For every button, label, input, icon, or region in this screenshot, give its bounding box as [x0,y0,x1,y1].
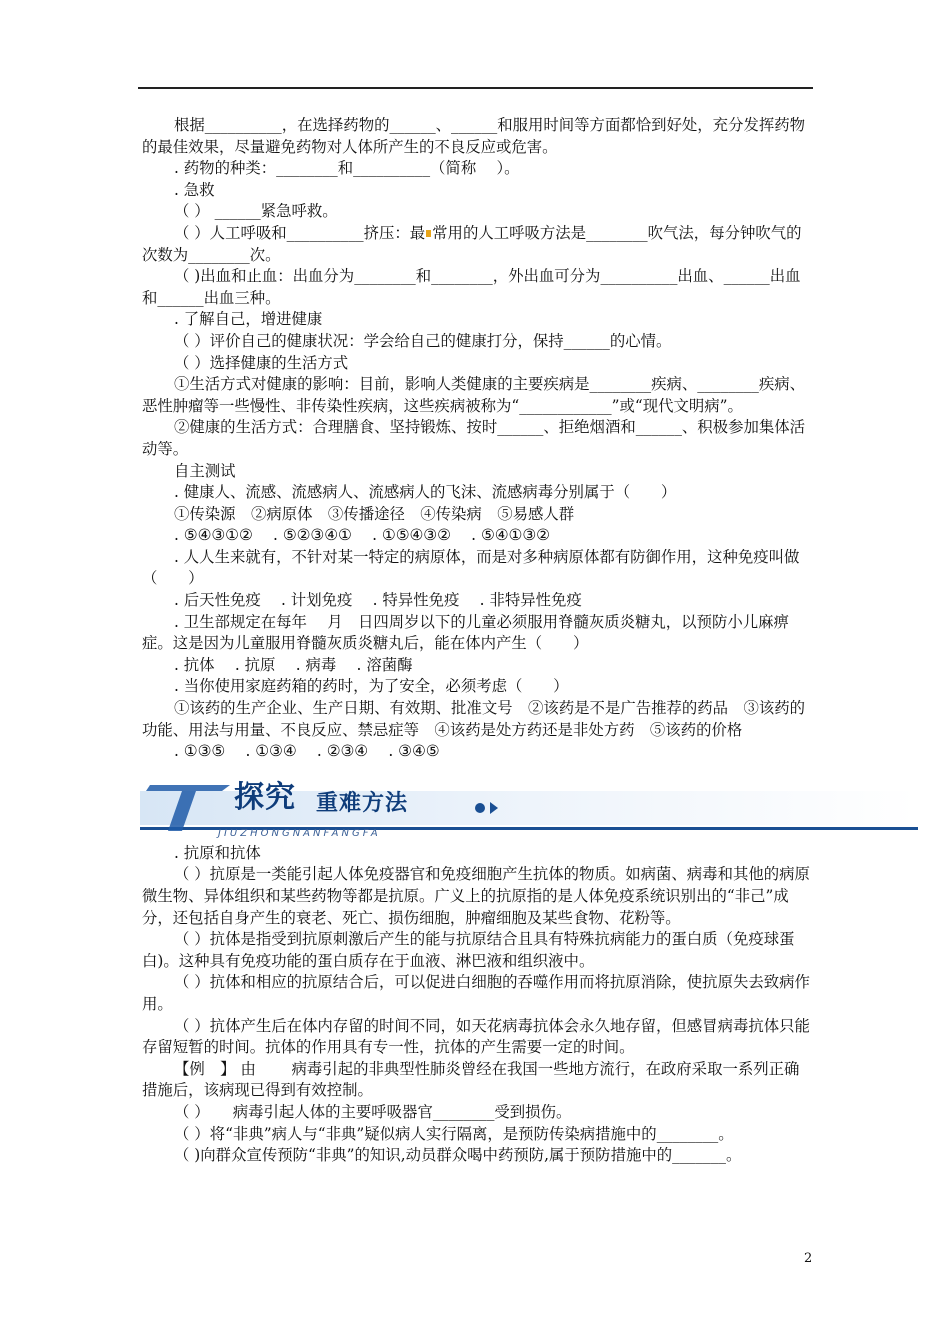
question-1-options: . ⑤④③①② . ⑤②③④① . ①⑤④③② . ⑤④①③② [174,526,550,545]
para-antibody-binding: （ ）抗体和相应的抗原结合后，可以促进白细胞的吞噬作用而将抗原消除，使抗原失去致病作用。 [142,973,810,1013]
heading-know-yourself: . 了解自己，增进健康 [174,310,323,329]
text-fragment: （ ）人工呼吸和__________挤压：最 [174,223,426,242]
para-antibody-duration: （ ）抗体产生后在体内存留的时间不同，如天花病毒抗体会永久地存留，但感冒病毒抗体只能存留短暂的时间。抗体的作用具有专一性，抗体的产生需要一定的时间。 [142,1016,810,1057]
para-drug-use: 根据__________，在选择药物的______、______和服用时间等方面都恰到好处，充分发挥药物的最佳效果，尽量避免药物对人体所产生的不良反应或危害。 [142,116,806,156]
header-rule [138,87,813,89]
question-2-options: . 后天性免疫 . 计划免疫 . 特异性免疫 . 非特异性免疫 [174,591,582,610]
item-evaluate-health: （ ）评价自己的健康状况：学会给自己的健康打分，保持______的心情。 [174,331,672,350]
question-3: . 卫生部规定在每年 月 日四周岁以下的儿童必须服用脊髓灰质炎糖丸，以预防小儿麻痹症。这是因为儿童服用脊髓灰质炎糖丸后，能在体内产生（ ） [142,612,789,653]
question-4-options: . ①③⑤ . ①③④ . ②③④ . ③④⑤ [174,742,440,761]
item-drug-types: . 药物的种类：________和__________（简称 ）。 [174,159,520,178]
example-sars: 【例 】 由 病毒引起的非典型性肺炎曾经在我国一些地方流行，在政府采取一系列正确措施后，该病现已得到有效控制。 [142,1059,800,1100]
item-lifestyle: （ ）选择健康的生活方式 [174,353,349,372]
question-4: . 当你使用家庭药箱的药时，为了安全，必须考虑（ ） [174,677,569,696]
banner-pinyin: JIUZHONGNANFANGFA [218,827,381,839]
example-q2: （ ）将“非典”病人与“非典”疑似病人实行隔离，是预防传染病措施中的________。 [174,1124,734,1143]
example-q3: （ )向群众宣传预防“非典”的知识,动员群众喝中药预防,属于预防措施中的_______。 [174,1146,742,1165]
item-bleeding: （ )出血和止血：出血分为________和________，外出血可分为__________出血、______出血和______出血三种。 [142,267,801,307]
heading-first-aid: . 急救 [174,180,215,199]
question-1: . 健康人、流感、流感病人、流感病人的飞沫、流感病毒分别属于（ ） [174,483,677,502]
para-antigen: （ ）抗原是一类能引起人体免疫器官和免疫细胞产生抗体的物质。如病菌、病毒和其他的病原微生物、异体组织和某些药物等都是抗原。广义上的抗原指的是人体免疫系统识别出的“非己”成分，还包括自身产生的衰老、死亡、损伤细胞，肿瘤细胞及某些食物、花粉等。 [142,865,810,927]
highlight-marker [426,230,431,237]
page-number: 2 [804,1251,813,1266]
text-fragment: 常用的人工呼吸方法是________吹气法，每分钟吹气的次数为________次。 [142,223,802,264]
question-2: . 人人生来就有，不针对某一特定的病原体，而是对多种病原体都有防御作用，这种免疫叫做（ ） [142,547,800,588]
section-banner [110,777,918,843]
item-emergency-call: （ ） ______紧急呼救。 [174,202,338,221]
question-3-options: . 抗体 . 抗原 . 病毒 . 溶菌酶 [174,655,413,674]
para-healthy-lifestyle: ②健康的生活方式：合理膳食、坚持锻炼、按时______、拒绝烟酒和______、积极参加集体活动等。 [142,418,806,458]
question-4-terms: ①该药的生产企业、生产日期、有效期、批准文号 ②该药是不是广告推荐的药品 ③该药的功能、用法与用量、不良反应、禁忌症等 ④该药是处方药还是非处方药 ⑤该药的价格 [142,699,806,739]
item-artificial-respiration [142,223,812,266]
para-lifestyle-impact: ①生活方式对健康的影响：目前，影响人类健康的主要疾病是________疾病、________疾病、恶性肿瘤等一些慢性、非传染性疾病，这些疾病被称为“____________”或“现代文明病”。 [142,375,806,415]
para-antibody: （ ）抗体是指受到抗原刺激后产生的能与抗原结合且具有特殊抗病能力的蛋白质（免疫球蛋白)。这种具有免疫功能的蛋白质存在于血液、淋巴液和组织液中。 [142,930,795,970]
heading-antigen-antibody: . 抗原和抗体 [174,843,261,862]
example-q1: （ ） 病毒引起人体的主要呼吸器官________受到损伤。 [174,1102,572,1121]
question-1-terms: ①传染源 ②病原体 ③传播途径 ④传染病 ⑤易感人群 [174,504,575,523]
banner-title: 探究 [234,779,296,815]
heading-self-test: 自主测试 [174,461,236,480]
page-content [142,115,812,1167]
banner-subtitle: 重难方法 [316,790,409,816]
